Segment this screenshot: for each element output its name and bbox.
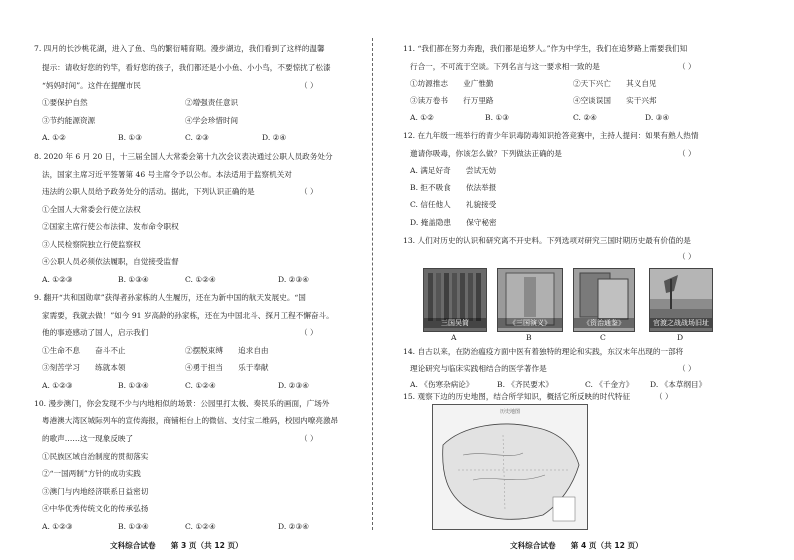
q11-option-3: ③读万卷书 行万里路	[410, 96, 494, 105]
q8-choice-c[interactable]: C. ①②④	[185, 275, 216, 284]
q12-option-a[interactable]: A. 满足好奇 尝试无妨	[410, 166, 497, 175]
q9-option-3: ③刻苦学习 练就本领	[42, 363, 126, 372]
page-divider	[372, 38, 373, 530]
map-drawing	[433, 405, 587, 529]
q7-line-1: 7. 四月的长沙桃花湖，进入了鱼、鸟的繁衍哺育期。漫步湖边，我们看到了这样的温馨	[34, 44, 325, 53]
q7-line-3: “妈妈时间”。这件在提醒市民	[42, 81, 141, 90]
map-title: 历史地图	[499, 409, 520, 415]
q13-letter-b: B	[526, 333, 532, 342]
q9-line-2: 家需要，我就去做！”如今 91 岁高龄的孙家栋，还在为中国北斗、探月工程不懈奋斗。	[42, 311, 334, 320]
q10-choice-b[interactable]: B. ①③④	[118, 522, 149, 531]
q11-option-1: ①坊源推志 业广惟勤	[410, 79, 494, 88]
q10-option-4: ④中华优秀传统文化的传承弘扬	[42, 504, 149, 513]
q13-picture-a[interactable]	[423, 268, 487, 332]
q9-option-4: ④勇于担当 乐于奉献	[185, 363, 269, 372]
q11-choice-c[interactable]: C. ②④	[573, 113, 597, 122]
q10-line-2: 粤港澳大湾区城际列车的宣传海报，商铺柜台上的微信、支付宝二维码，校园内嘹亮激昂	[42, 416, 339, 425]
q12-option-b[interactable]: B. 拒不吸食 依法举报	[410, 183, 497, 192]
q9-choice-b[interactable]: B. ①③④	[118, 381, 149, 390]
q13-letter-d: D	[677, 333, 684, 342]
q7-option-2: ②增强责任意识	[185, 98, 239, 107]
q15-line-1: 15. 观察下边的历史地图，结合所学知识，概括它所反映的时代特征	[403, 392, 631, 401]
q8-choice-b[interactable]: B. ①③④	[118, 275, 149, 284]
q13-picture-c-caption: 《资治通鉴》	[574, 318, 634, 328]
q9-option-1: ①生命不息 奋斗不止	[42, 346, 126, 355]
q12-option-d[interactable]: D. 掩盖隐患 保守秘密	[410, 218, 497, 227]
q7-choice-a[interactable]: A. ①②	[42, 133, 66, 142]
q14-answer-bracket[interactable]: （ ）	[678, 364, 696, 373]
q8-answer-bracket[interactable]: （ ）	[300, 187, 318, 196]
q10-line-1: 10. 漫步澳门，你会发现不少与内地相似的场景：公园里打太极、奏民乐的画面，广场外	[34, 399, 330, 408]
q13-letter-c: C	[600, 333, 606, 342]
q9-option-2: ②摆脱束缚 追求自由	[185, 346, 269, 355]
q7-choice-d[interactable]: D. ②④	[262, 133, 287, 142]
left-page	[0, 0, 370, 560]
q7-option-1: ①要保护自然	[42, 98, 88, 107]
q7-choice-c[interactable]: C. ②③	[185, 133, 209, 142]
q14-choice-a[interactable]: A. 《伤寒杂病论》	[410, 380, 474, 389]
q8-option-3: ③人民检察院独立行使监察权	[42, 240, 141, 249]
q13-picture-d[interactable]	[649, 268, 713, 332]
q13-line-1: 13. 人们对历史的认识和研究离不开史料。下列选项对研究三国时期历史最有价值的是	[403, 236, 691, 245]
q11-choice-a[interactable]: A. ①②	[410, 113, 434, 122]
q10-choice-a[interactable]: A. ①②③	[42, 522, 73, 531]
q11-option-4: ④空谈误国 实干兴邦	[573, 96, 657, 105]
q15-historical-map[interactable]	[432, 404, 588, 530]
q9-line-1: 9. 翻开“共和国勋章”获得者孙家栋的人生履历，还在为新中国的航天发展史。“国	[34, 293, 306, 302]
q8-option-2: ②国家主席行使公布法律、发布命令职权	[42, 222, 179, 231]
q13-picture-a-caption: 三国吴简	[424, 318, 486, 328]
q7-option-4: ④学会珍惜时间	[185, 116, 239, 125]
q12-option-c[interactable]: C. 信任他人 礼貌接受	[410, 200, 497, 209]
q8-line-3: 违法的公职人员给予政务处分的活动。据此，下列认识正确的是	[42, 187, 255, 196]
q9-answer-bracket[interactable]: （ ）	[300, 328, 318, 337]
q11-choice-d[interactable]: D. ③④	[645, 113, 670, 122]
q13-picture-b[interactable]	[497, 268, 563, 332]
q10-option-3: ③澳门与内地经济联系日益密切	[42, 487, 149, 496]
q10-answer-bracket[interactable]: （ ）	[300, 434, 318, 443]
q14-line-1: 14. 自古以来，在防治瘟疫方面中医有着独特的理论和实践，东汉末年出现的一部将	[403, 347, 684, 356]
q7-choice-b[interactable]: B. ①③	[118, 133, 143, 142]
q7-line-2: 提示：请收好您的钓竿，看好您的孩子，我们都还是小小鱼、小小鸟，不要惊扰了松漆	[42, 63, 331, 72]
q10-option-2: ②“一国两制”方针的成功实践	[42, 469, 141, 478]
q8-line-1: 8. 2020 年 6 月 20 日，十三届全国人大常委会第十九次会议表决通过公职人员政务处分	[34, 152, 333, 161]
q14-line-2: 理论研究与临床实践相结合的医学著作是	[410, 364, 547, 373]
q7-answer-bracket[interactable]: （ ）	[300, 81, 318, 90]
q13-picture-b-caption: 《三国演义》	[498, 318, 562, 328]
q8-option-4: ④公职人员必须依法履职，自觉接受监督	[42, 257, 179, 266]
q10-option-1: ①民族区域自治制度的贯彻落实	[42, 452, 149, 461]
q11-answer-bracket[interactable]: （ ）	[678, 62, 696, 71]
q14-choice-d[interactable]: D. 《本草纲目》	[650, 380, 707, 389]
q10-line-3: 的歌声……这一现象反映了	[42, 434, 134, 443]
q12-line-2: 邀请你吸毒，你该怎么做？下列做法正确的是	[410, 149, 562, 158]
q14-choice-b[interactable]: B. 《齐民要术》	[497, 380, 553, 389]
q12-answer-bracket[interactable]: （ ）	[678, 149, 696, 158]
q13-answer-bracket[interactable]: （ ）	[678, 252, 696, 261]
q10-choice-d[interactable]: D. ②③④	[278, 522, 310, 531]
q9-line-3: 他的事迹感动了国人，启示我们	[42, 328, 149, 337]
q14-choice-c[interactable]: C. 《千金方》	[585, 380, 634, 389]
q13-picture-d-caption: 官渡之战战场旧址	[650, 318, 712, 328]
right-page-footer: 文科综合试卷 第 4 页（共 12 页）	[510, 541, 643, 550]
q13-letter-a: A	[451, 333, 457, 342]
q9-choice-d[interactable]: D. ②③④	[278, 381, 310, 390]
q8-line-2: 法，国家主席习近平签署第 46 号主席令予以公布。本法适用于监察机关对	[42, 170, 292, 179]
q15-answer-bracket[interactable]: （ ）	[655, 392, 673, 401]
q8-choice-d[interactable]: D. ②③④	[278, 275, 310, 284]
q12-line-1: 12. 在九年级一班举行的青少年识毒防毒知识抢答竞赛中，主持人提问：如果有熟人热情	[403, 131, 699, 140]
q13-picture-c[interactable]	[573, 268, 635, 332]
q9-choice-a[interactable]: A. ①②③	[42, 381, 73, 390]
q11-line-2: 行合一，不可流于空谈。下列名言与这一要求相一致的是	[410, 62, 600, 71]
q8-option-1: ①全国人大常委会行使立法权	[42, 205, 141, 214]
q9-choice-c[interactable]: C. ①②④	[185, 381, 216, 390]
q11-choice-b[interactable]: B. ①③	[485, 113, 510, 122]
q10-choice-c[interactable]: C. ①②④	[185, 522, 216, 531]
q7-option-3: ③节约能源资源	[42, 116, 96, 125]
q11-option-2: ②天下兴亡 其义自见	[573, 79, 657, 88]
q8-choice-a[interactable]: A. ①②③	[42, 275, 73, 284]
q11-line-1: 11. “我们都在努力奔跑，我们都是追梦人。”作为中学生，我们在追梦路上需要我们知	[403, 44, 688, 53]
left-page-footer: 文科综合试卷 第 3 页（共 12 页）	[110, 541, 243, 550]
